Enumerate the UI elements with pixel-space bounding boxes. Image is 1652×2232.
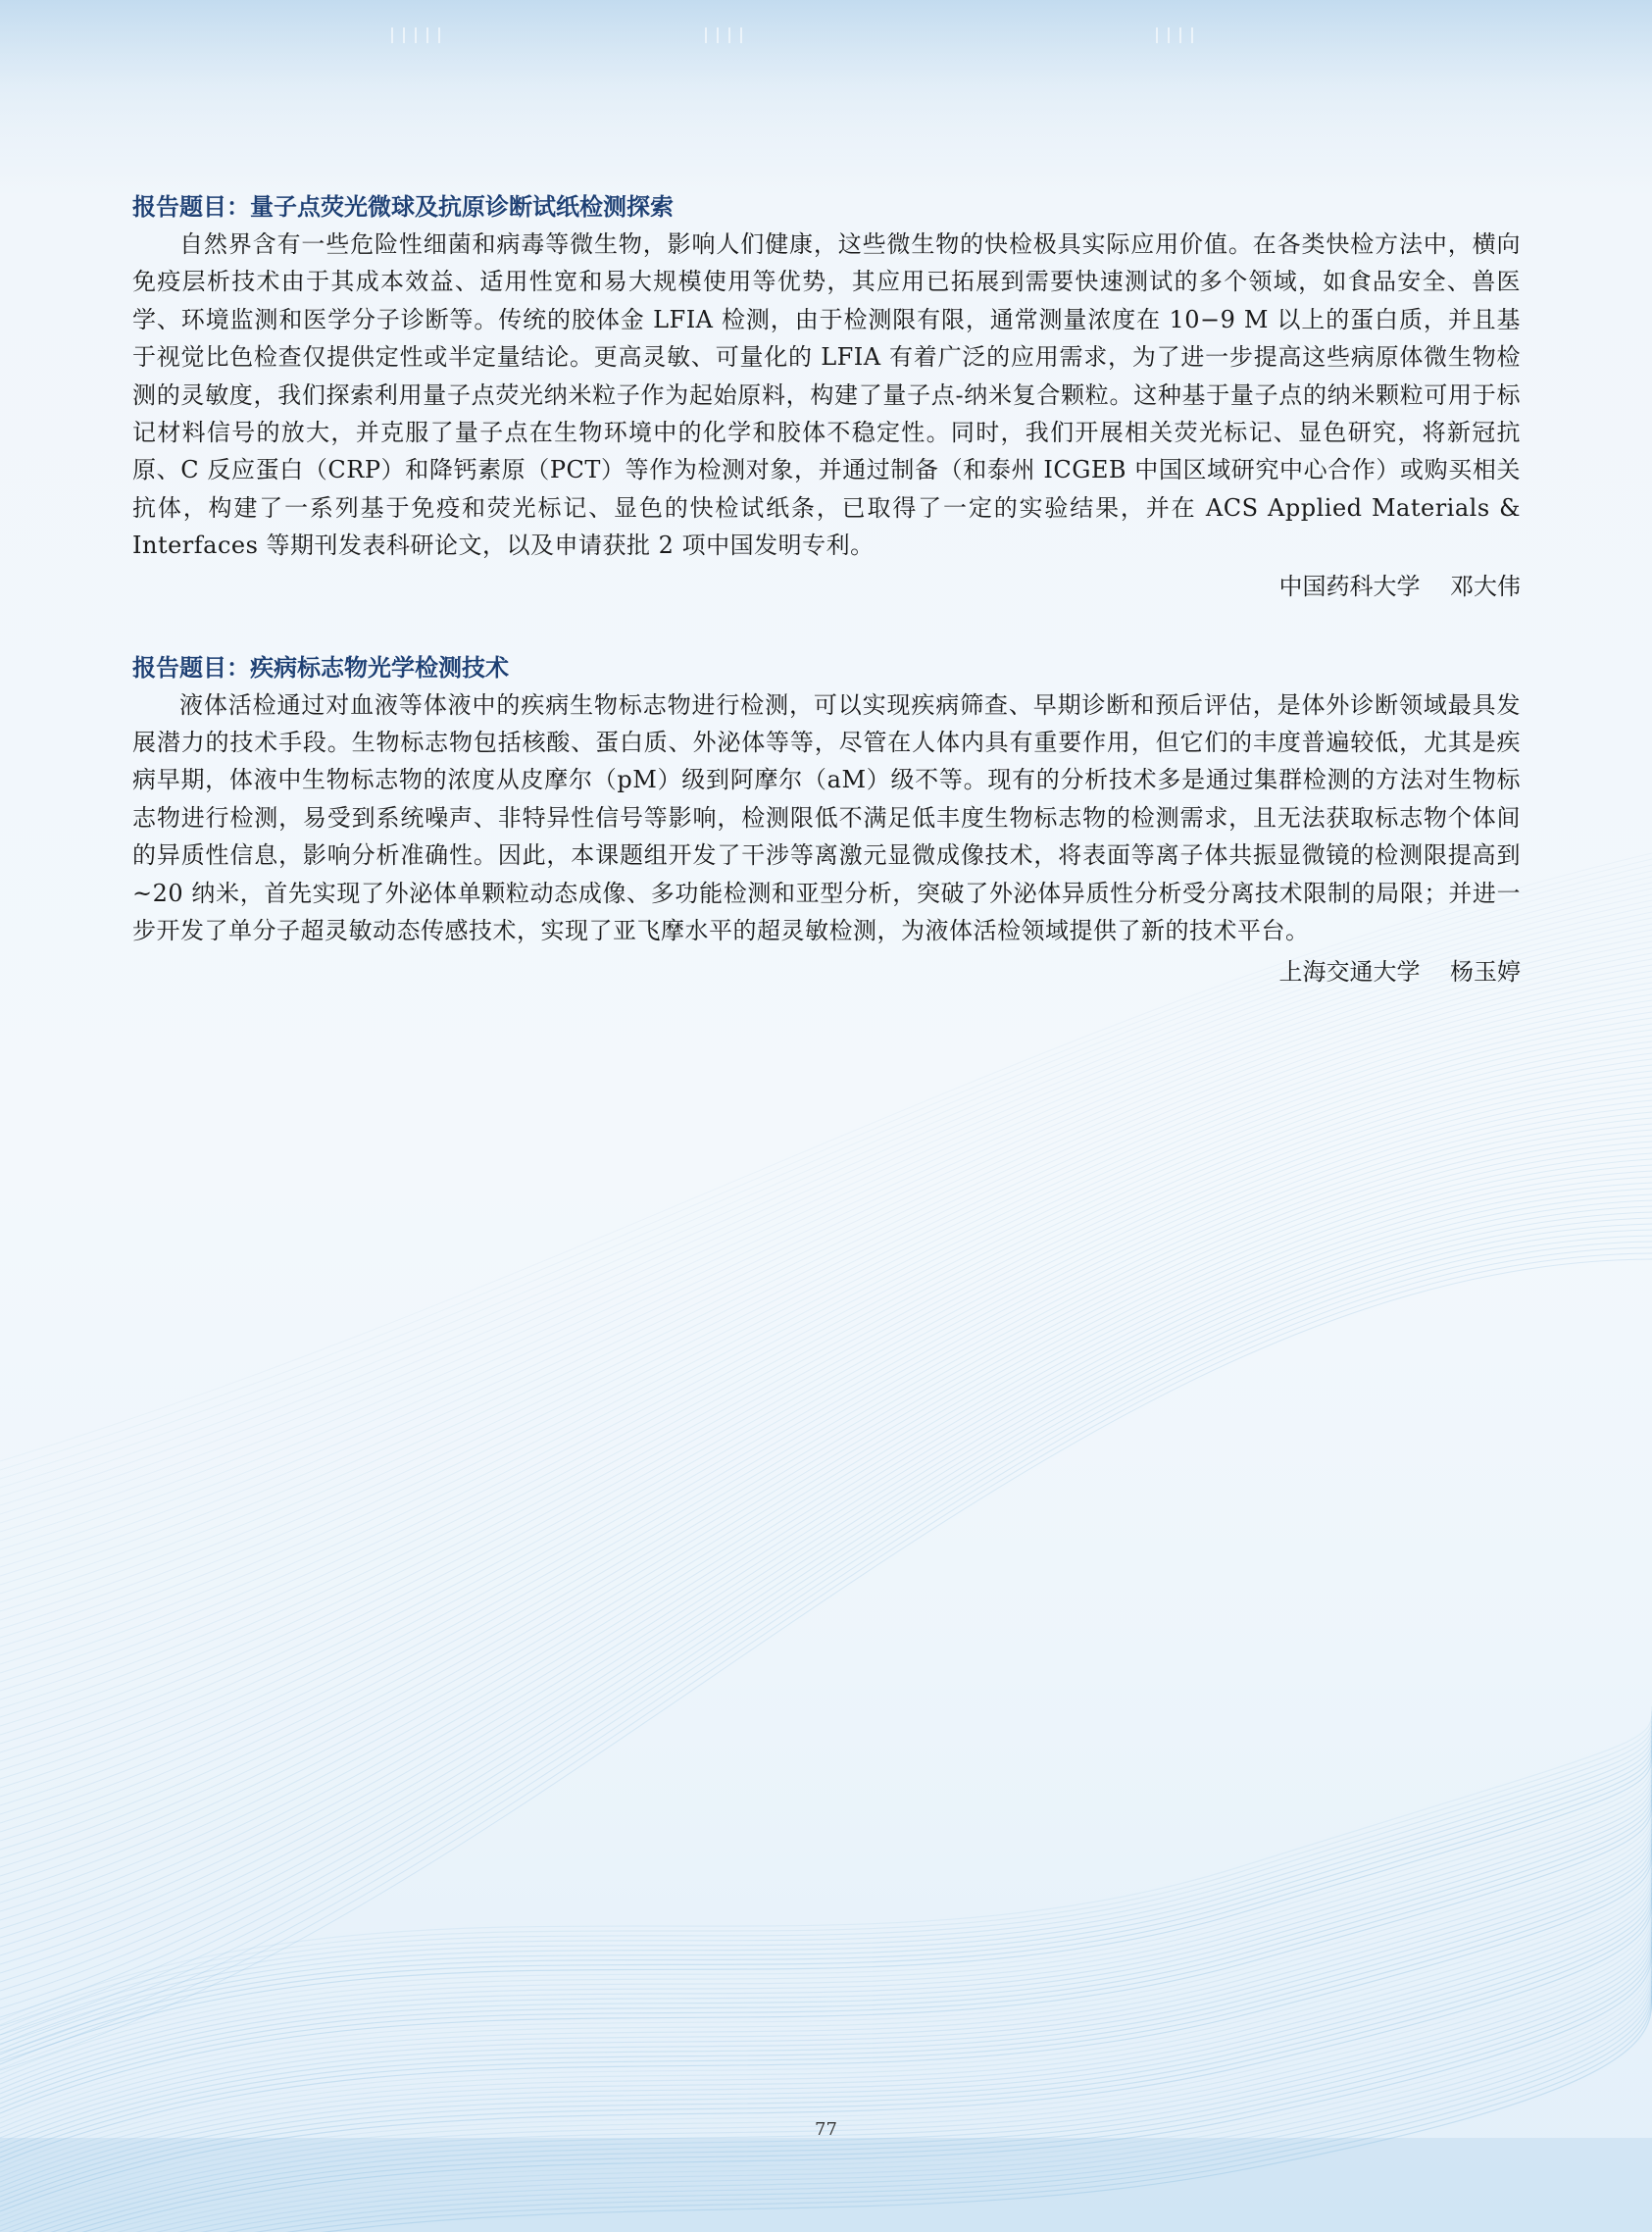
wave-line	[0, 941, 1652, 1594]
report-section-1	[132, 188, 1521, 606]
wave-line	[0, 1224, 1652, 2017]
page-number: 77	[815, 2119, 837, 2140]
report-title: 报告题目：疾病标志物光学检测技术	[132, 653, 509, 682]
wave-line	[0, 971, 1652, 1638]
wave-line	[0, 1071, 1652, 1788]
wave-line	[0, 1012, 1652, 1699]
wave-line	[0, 1230, 1652, 2026]
report-section-2	[132, 649, 1521, 991]
wave-line	[0, 1094, 1652, 1823]
wave-line	[0, 1006, 1652, 1691]
wave-line	[0, 1829, 1652, 2143]
wave-lines	[0, 853, 1652, 2232]
report-abstract: 自然界含有一些危险性细菌和病毒等微生物，影响人们健康，这些微生物的快检极具实际应用价值。在各类快检方法中，横向免疫层析技术由于其成本效益、适用性宽和易大规模使用等优势，其应用已拓展到需要快速测试的多个领域，如食品安全、兽医学、环境监测和医学分子诊断等。传统的胶体金 LFIA 检测，由于检测限有限，通常测量浓度在 10−9 M 以上的蛋白质，并且基于视觉比色检查仅提供定性或半定量结论。更高灵敏、可量化的 LFIA 有着广泛的应用需求，为了进一步提高这些病原体微生物检测的灵敏度，我们探索利用量子点荧光纳米粒子作为起始原料，构建了量子点-纳米复合颗粒。这种基于量子点的纳米颗粒可用于标记材料信号的放大，并克服了量子点在生物环境中的化学和胶体不稳定性。同时，我们开展相关荧光标记、显色研究，将新冠抗原、C 反应蛋白（CRP）和降钙素原（PCT）等作为检测对象，并通过制备（和泰州 ICGEB 中国区域研究中心合作）或购买相关抗体，构建了一系列基于免疫和荧光标记、显色的快检试纸条，已取得了一定的实验结果，并在 ACS Applied Materials & Interfaces 等期刊发表科研论文，以及申请获批 2 项中国发明专利。	[132, 230, 1521, 560]
wave-line	[0, 1083, 1652, 1805]
wave-line	[0, 1153, 1652, 1911]
wave-line	[0, 1236, 1652, 2035]
wave-line	[0, 1077, 1652, 1797]
wave-line	[0, 1736, 1652, 2050]
wave-line	[0, 1059, 1652, 1770]
wave-line	[0, 1024, 1652, 1717]
wave-line	[0, 1770, 1652, 2084]
wave-line	[0, 1731, 1652, 2045]
wave-line	[0, 1089, 1652, 1814]
wave-line	[0, 1147, 1652, 1902]
wave-line	[0, 1755, 1652, 2069]
wave-line	[0, 989, 1652, 1664]
wave-line	[0, 1112, 1652, 1850]
wave-line	[0, 1036, 1652, 1735]
wave-line	[0, 1177, 1652, 1947]
report-title: 报告题目：量子点荧光微球及抗原诊断试纸检测探索	[132, 193, 674, 221]
page-content	[132, 188, 1521, 1035]
report-author: 上海交通大学 杨玉婷	[1278, 957, 1521, 986]
wave-line	[0, 1726, 1652, 2040]
wave-line	[0, 1041, 1652, 1744]
wave-line	[0, 983, 1652, 1655]
wave-line	[0, 953, 1652, 1611]
header-band	[0, 0, 1652, 167]
wave-line	[0, 1018, 1652, 1708]
wave-line	[0, 1047, 1652, 1752]
bottom-glow-band	[0, 2138, 1652, 2232]
wave-line	[0, 1141, 1652, 1894]
report-author: 中国药科大学 邓大伟	[1278, 572, 1521, 600]
report-abstract: 液体活检通过对血液等体液中的疾病生物标志物进行检测，可以实现疾病筛查、早期诊断和预后评估，是体外诊断领域最具发展潜力的技术手段。生物标志物包括核酸、蛋白质、外泌体等等，尽管在人体内具有重要作用，但它们的丰度普遍较低，尤其是疾病早期，体液中生物标志物的浓度从皮摩尔（pM）级到阿摩尔（aM）级不等。现有的分析技术多是通过集群检测的方法对生物标志物进行检测，易受到系统噪声、非特异性信号等影响，检测限低不满足低丰度生物标志物的检测需求，且无法获取标志物个体间的异质性信息，影响分析准确性。因此，本课题组开发了干涉等离激元显微成像技术，将表面等离子体共振显微镜的检测限提高到~20 纳米，首先实现了外泌体单颗粒动态成像、多功能检测和亚型分析，突破了外泌体异质性分析受分离技术限制的局限；并进一步开发了单分子超灵敏动态传感技术，实现了亚飞摩水平的超灵敏检测，为液体活检领域提供了新的技术平台。	[132, 690, 1521, 945]
wave-line	[0, 1824, 1652, 2138]
